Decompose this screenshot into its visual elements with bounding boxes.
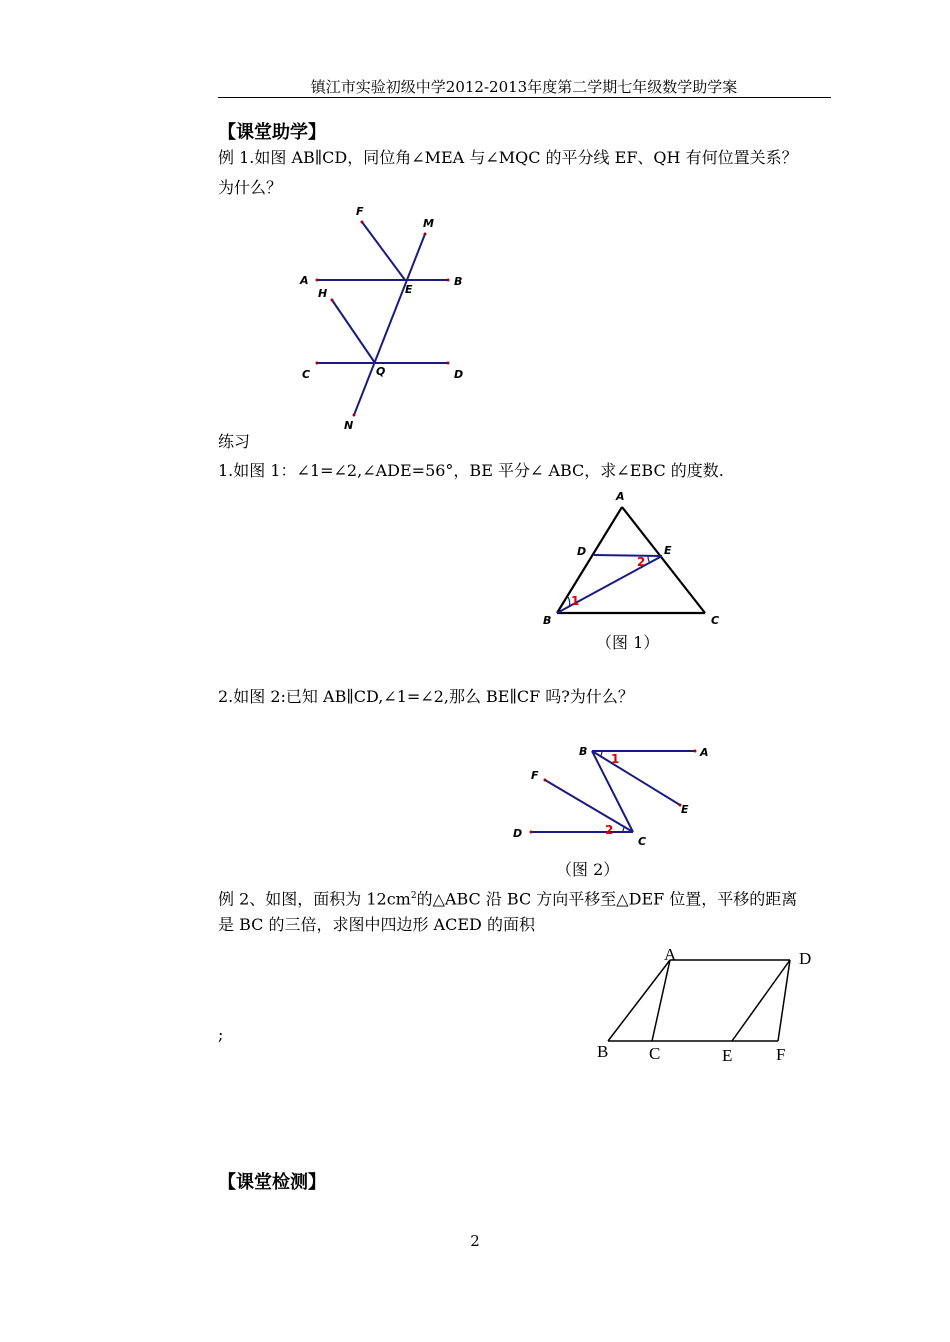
example1-line1: 例 1.如图 AB∥CD，同位角∠MEA 与∠MQC 的平分线 EF、QH 有何位置关系？ (218, 148, 798, 167)
ray-qh (332, 300, 375, 363)
practice-title: 练习 (218, 432, 251, 451)
segment-de (732, 960, 790, 1041)
example2-line2: 是 BC 的三倍，求图中四边形 ACED 的面积 (218, 915, 535, 934)
label-b: B (579, 745, 588, 758)
label-f: F (776, 1045, 786, 1064)
figure-1-caption: （图 1） (596, 633, 660, 652)
label-e: E (405, 283, 413, 296)
header-rule (218, 97, 831, 98)
section-title-classroom-test: 【课堂检测】 (218, 1172, 326, 1193)
angle-label-1: 1 (571, 594, 580, 608)
label-b: B (597, 1042, 609, 1061)
label-a: A (300, 274, 309, 287)
label-c: C (302, 368, 311, 381)
label-h: H (318, 287, 328, 300)
label-d: D (799, 949, 812, 968)
label-c: C (638, 835, 647, 848)
label-f: F (356, 205, 364, 218)
angle-label-2: 2 (605, 823, 614, 837)
question-2: 2.如图 2:已知 AB∥CD,∠1=∠2,那么 BE∥CF 吗?为什么？ (218, 687, 634, 706)
label-e: E (722, 1046, 733, 1065)
label-n: N (344, 419, 354, 432)
label-d: D (454, 368, 464, 381)
label-q: Q (376, 365, 386, 378)
figure-2-z-shape (505, 735, 720, 855)
label-a: A (616, 490, 625, 503)
label-c: C (649, 1044, 661, 1063)
label-a: A (664, 945, 677, 964)
angle-label-1: 1 (611, 752, 620, 766)
line-mn (354, 234, 425, 415)
figure-1-triangle (535, 485, 725, 630)
ray-ef (362, 222, 405, 280)
page-number: 2 (470, 1232, 480, 1250)
segment-df (778, 960, 790, 1041)
label-e: E (681, 803, 689, 816)
label-e: E (664, 544, 672, 557)
figure-translation (590, 940, 830, 1070)
label-d: D (513, 827, 523, 840)
label-m: M (423, 217, 434, 230)
figure-parallel-bisectors (290, 200, 480, 435)
example2-text-a: 例 2、如图，面积为 12cm (218, 889, 411, 909)
label-a: A (700, 746, 709, 759)
angle-label-2: 2 (637, 555, 646, 569)
label-b: B (454, 275, 463, 288)
superscript-2: 2 (410, 891, 417, 901)
question-1: 1.如图 1：∠1=∠2,∠ADE=56°，BE 平分∠ ABC，求∠EBC 的度数. (218, 461, 724, 480)
label-c: C (711, 614, 720, 627)
section-title-classroom-help: 【课堂助学】 (218, 122, 326, 143)
page-header: 镇江市实验初级中学2012-2013年度第二学期七年级数学助学案 (310, 78, 738, 96)
semicolon-mark: ; (218, 1025, 224, 1044)
label-d: D (577, 545, 587, 558)
example2-text-b: 的△ABC 沿 BC 方向平移至△DEF 位置，平移的距离 (416, 889, 798, 909)
figure-2-caption: （图 2） (556, 860, 620, 879)
example1-line2: 为什么？ (218, 178, 283, 197)
segment-de (594, 555, 662, 556)
label-f: F (531, 769, 539, 782)
label-b: B (543, 614, 552, 627)
